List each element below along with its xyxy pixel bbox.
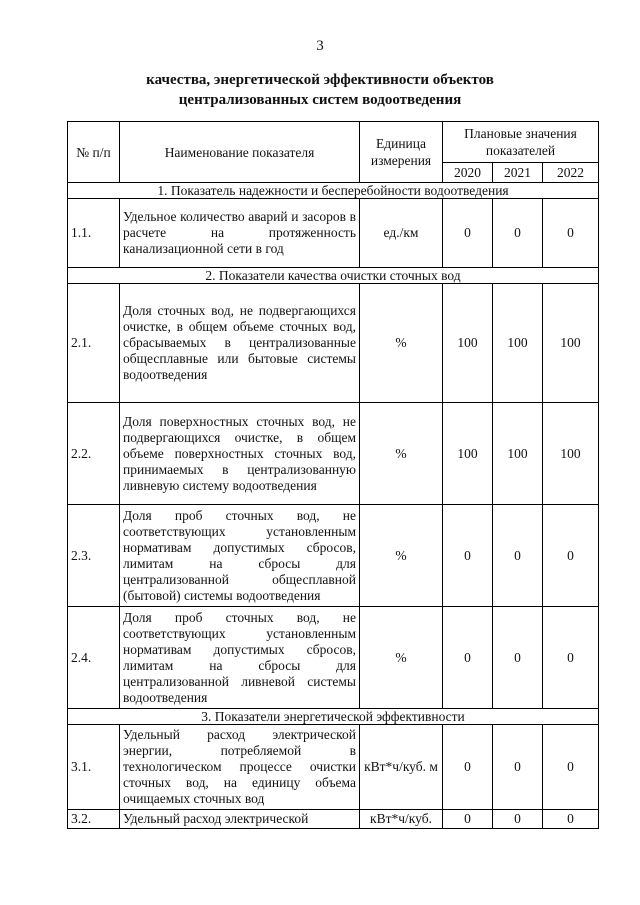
section-title-3: 3. Показатели энергетической эффективности — [68, 709, 599, 725]
document-title — [0, 70, 640, 110]
table-row — [68, 403, 599, 505]
row-value-2022: 0 — [543, 199, 599, 268]
row-name: Доля поверхностных сточных вод, не подвергающихся очистке, в общем объеме поверхностных сточных вод, принимаемых в централизованную ливневую систему водоотведения — [120, 403, 360, 505]
row-value-2020: 100 — [443, 284, 493, 403]
row-value-2022: 100 — [543, 403, 599, 505]
section-title-2: 2. Показатели качества очистки сточных вод — [68, 268, 599, 284]
section-row — [68, 268, 599, 284]
table-header-row — [68, 122, 599, 163]
row-value-2021: 0 — [493, 607, 543, 709]
section-row — [68, 183, 599, 199]
row-value-2020: 0 — [443, 505, 493, 607]
indicators-table — [67, 121, 599, 829]
section-title-1: 1. Показатель надежности и бесперебойности водоотведения — [68, 183, 599, 199]
row-value-2022: 100 — [543, 284, 599, 403]
row-value-2020: 0 — [443, 725, 493, 810]
row-unit: % — [360, 505, 443, 607]
row-value-2021: 0 — [493, 725, 543, 810]
table-row — [68, 284, 599, 403]
header-year-2022: 2022 — [543, 163, 599, 183]
row-name: Удельное количество аварий и засоров в расчете на протяженность канализационной сети в год — [120, 199, 360, 268]
row-name: Доля проб сточных вод, не соответствующих установленным нормативам допустимых сбросов, лимитам на сбросы для централизованной ливневой системы водоотведения — [120, 607, 360, 709]
row-num: 2.3. — [68, 505, 120, 607]
title-line-1: качества, энергетической эффективности объектов — [146, 72, 494, 88]
row-name: Доля проб сточных вод, не соответствующих установленным нормативам допустимых сбросов, лимитам на сбросы для централизованной общесплавной (бытовой) системы водоотведения — [120, 505, 360, 607]
row-value-2021: 100 — [493, 284, 543, 403]
header-year-2020: 2020 — [443, 163, 493, 183]
row-num: 2.1. — [68, 284, 120, 403]
page-number: 3 — [316, 38, 324, 54]
row-value-2021: 0 — [493, 199, 543, 268]
row-value-2020: 0 — [443, 199, 493, 268]
row-num: 1.1. — [68, 199, 120, 268]
section-row — [68, 709, 599, 725]
row-value-2020: 0 — [443, 607, 493, 709]
row-value-2021: 0 — [493, 810, 543, 829]
row-value-2022: 0 — [543, 505, 599, 607]
row-value-2020: 100 — [443, 403, 493, 505]
row-value-2022: 0 — [543, 607, 599, 709]
row-unit: % — [360, 284, 443, 403]
header-year-2021: 2021 — [493, 163, 543, 183]
row-num: 2.2. — [68, 403, 120, 505]
row-num: 3.1. — [68, 725, 120, 810]
row-unit: кВт*ч/куб. м — [360, 725, 443, 810]
row-unit: ед./км — [360, 199, 443, 268]
table-row — [68, 810, 599, 829]
row-unit: % — [360, 607, 443, 709]
header-unit: Единица измерения — [360, 122, 443, 183]
header-planned: Плановые значения показателей — [443, 122, 599, 163]
row-value-2022: 0 — [543, 725, 599, 810]
row-value-2020: 0 — [443, 810, 493, 829]
row-name: Удельный расход электрической — [120, 810, 360, 829]
header-num: № п/п — [68, 122, 120, 183]
row-value-2022: 0 — [543, 810, 599, 829]
row-value-2021: 100 — [493, 403, 543, 505]
row-value-2021: 0 — [493, 505, 543, 607]
row-num: 3.2. — [68, 810, 120, 829]
table-row — [68, 725, 599, 810]
table-row — [68, 607, 599, 709]
row-unit: кВт*ч/куб. — [360, 810, 443, 829]
row-num: 2.4. — [68, 607, 120, 709]
row-name: Удельный расход электрической энергии, потребляемой в технологическом процессе очистки сточных вод, на единицу объема очищаемых сточных вод — [120, 725, 360, 810]
table-row — [68, 199, 599, 268]
table-row — [68, 505, 599, 607]
title-line-2: централизованных систем водоотведения — [178, 92, 462, 108]
header-name: Наименование показателя — [120, 122, 360, 183]
row-unit: % — [360, 403, 443, 505]
row-name: Доля сточных вод, не подвергающихся очистке, в общем объеме сточных вод, сбрасываемых в централизованные общесплавные или бытовые системы водоотведения — [120, 284, 360, 403]
